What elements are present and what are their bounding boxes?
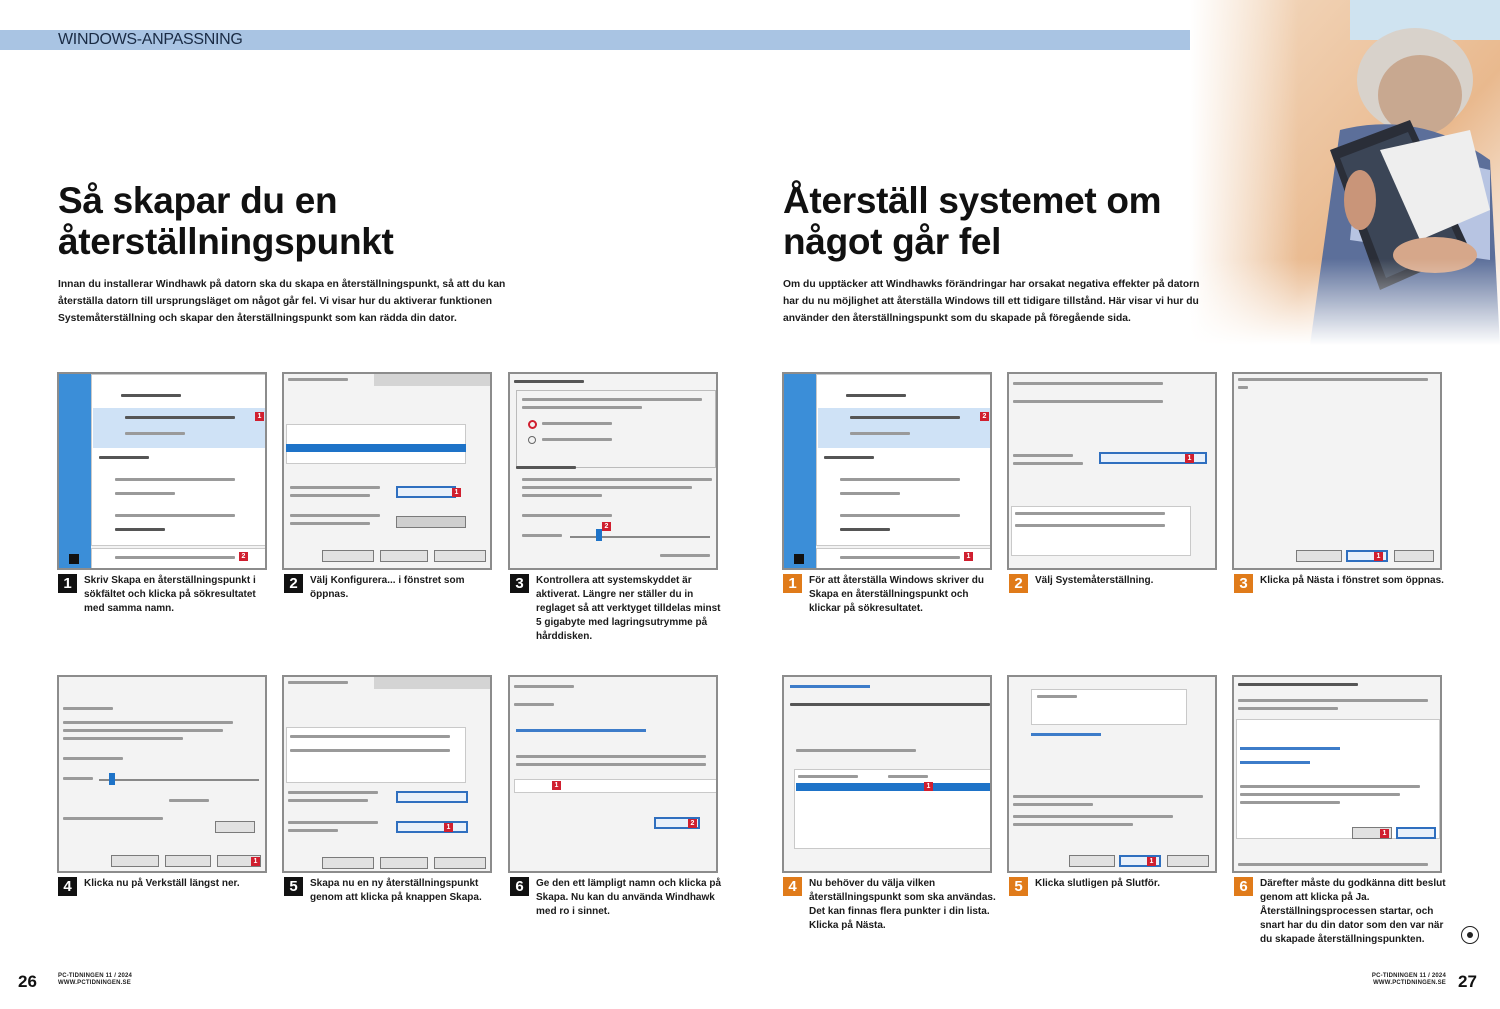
left-step-1: 1 Skriv Skapa en återställningspunkt i sökfältet och klicka på sökresultatet med samma namn. xyxy=(58,574,272,616)
section-label: WINDOWS-ANPASSNING xyxy=(58,31,243,48)
left-shot-1: 1 2 xyxy=(57,372,267,570)
right-step-5: 5 Klicka slutligen på Slutför. xyxy=(1009,877,1223,891)
right-step-2: 2 Välj Systemåterställning. xyxy=(1009,574,1223,588)
left-shot-5: 1 xyxy=(282,675,492,873)
publication-info-left: PC-TIDNINGEN 11 / 2024 WWW.PCTIDNINGEN.SE xyxy=(58,973,133,986)
right-shot-3: 1 xyxy=(1232,372,1442,570)
page-number-left: 26 xyxy=(18,972,37,991)
left-shot-3: 2 xyxy=(508,372,718,570)
left-step-5: 5 Skapa nu en ny återställningspunkt genom att klicka på knappen Skapa. xyxy=(284,877,498,905)
left-shot-4: 1 xyxy=(57,675,267,873)
left-shot-2: 1 xyxy=(282,372,492,570)
left-step-2: 2 Välj Konfigurera... i fönstret som öppnas. xyxy=(284,574,498,602)
right-shot-1: 2 1 xyxy=(782,372,992,570)
left-shot-6: 1 2 xyxy=(508,675,718,873)
right-intro: Om du upptäcker att Windhawks förändringar har orsakat negativa effekter på datorn har du nu möjlighet att återställa Windows till ett tidigare tillstånd. Här visar vi hur du använder den återställningspunkt som du skapade på föregående sida. xyxy=(783,279,1200,324)
right-step-3: 3 Klicka på Nästa i fönstret som öppnas. xyxy=(1234,574,1448,588)
right-shot-6: 1 xyxy=(1232,675,1442,873)
end-of-article-icon xyxy=(1461,926,1479,944)
left-step-6: 6 Ge den ett lämpligt namn och klicka på Skapa. Nu kan du använda Windhawk med ro i sinnet. xyxy=(510,877,724,919)
left-intro: Innan du installerar Windhawk på datorn ska du skapa en återställningspunkt, så att du kan återställa datorn till ursprungsläget om något går fel. Vi visar hur du aktiverar funktionen Systemåterställning och skapar den återställningspunkt som kan rädda din dator. xyxy=(58,279,506,324)
left-step-3: 3 Kontrollera att systemskyddet är aktiverat. Längre ner ställer du in reglaget så att verktyget tilldelas minst 5 gigabyte med lagringsutrymme på hårddisken. xyxy=(510,574,724,644)
right-step-4: 4 Nu behöver du välja vilken återställningspunkt som ska användas. Det kan finnas flera punkter i din lista. Klicka på Nästa. xyxy=(783,877,997,933)
publication-info-right: PC-TIDNINGEN 11 / 2024 WWW.PCTIDNINGEN.SE xyxy=(1371,973,1446,986)
right-shot-5: 1 xyxy=(1007,675,1217,873)
right-step-1: 1 För att återställa Windows skriver du Skapa en återställningspunkt och klickar på sökresultatet. xyxy=(783,574,997,616)
header-photo xyxy=(1190,0,1500,345)
left-step-4: 4 Klicka nu på Verkställ längst ner. xyxy=(58,877,272,891)
right-headline: Återställ systemet om något går fel xyxy=(783,180,1162,262)
page-number-right: 27 xyxy=(1458,972,1477,991)
right-shot-2: 1 xyxy=(1007,372,1217,570)
right-shot-4: 1 xyxy=(782,675,992,873)
right-step-6: 6 Därefter måste du godkänna ditt beslut genom att klicka på Ja. Återställningsprocessen startar, och snart har du din dator som den var när du skapade återställningspunkten. xyxy=(1234,877,1448,947)
left-headline: Så skapar du en återställningspunkt xyxy=(58,180,394,262)
